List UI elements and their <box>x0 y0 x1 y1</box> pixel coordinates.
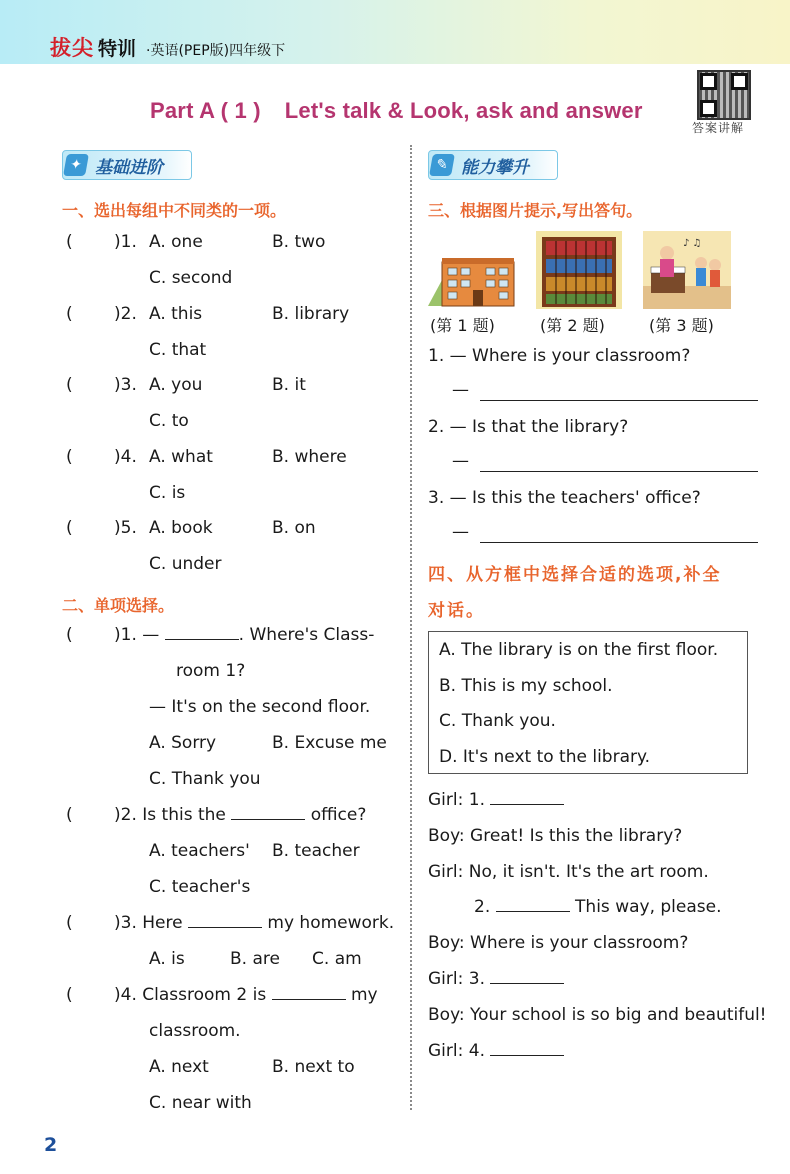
answer-paren[interactable]: ( <box>66 625 73 645</box>
options: B. are <box>230 949 280 969</box>
options: B. next to <box>272 1057 355 1077</box>
options: A. next <box>149 1057 209 1077</box>
option-b: B. where <box>272 447 347 467</box>
blank[interactable] <box>272 985 346 1000</box>
options: A. Sorry <box>149 733 217 753</box>
question-number: )1. <box>114 232 137 252</box>
column-divider <box>410 145 412 1110</box>
question-number: )3. <box>114 375 137 395</box>
svg-text:♪ ♫: ♪ ♫ <box>683 238 702 249</box>
option-a: A. what <box>149 447 213 467</box>
option-c: C. that <box>149 340 207 360</box>
page-title <box>150 98 643 124</box>
part2-title: 二、单项选择。 <box>62 596 175 615</box>
caption-1: (第 1 题) <box>430 316 495 335</box>
option-item: C. Thank you. <box>439 711 556 731</box>
options: A. teachers' <box>149 841 250 861</box>
options: A. is <box>149 949 185 969</box>
part-title-left: Part A ( 1 ) <box>150 98 261 123</box>
dialogue-line: Girl: No, it isn't. It's the art room. <box>428 862 709 882</box>
dialogue-line: Boy: Great! Is this the library? <box>428 826 683 846</box>
caption-2: (第 2 题) <box>540 316 605 335</box>
question-text: )2. Is this the office? <box>114 805 367 825</box>
music-room-picture <box>643 231 731 309</box>
answer-paren[interactable]: ( <box>66 985 73 1005</box>
blank[interactable] <box>496 897 570 912</box>
dialogue-line: Girl: 1. <box>428 790 564 810</box>
blank[interactable] <box>490 969 564 984</box>
page-number: 2 <box>44 1134 58 1156</box>
blank[interactable] <box>231 805 305 820</box>
part3-title: 三、根据图片提示,写出答句。 <box>428 201 643 220</box>
dialogue-line: Boy: Your school is so big and beautiful! <box>428 1005 767 1025</box>
answer-dash: — <box>452 451 469 471</box>
options: B. Excuse me <box>272 733 387 753</box>
qr-caption: 答案讲解 <box>692 121 745 135</box>
answer-dash: — <box>452 522 469 542</box>
question-number: )4. <box>114 447 137 467</box>
question-text: )1. — . Where's Class- <box>114 625 375 645</box>
brand-red: 拔尖 <box>50 36 94 60</box>
caption-3: (第 3 题) <box>649 316 714 335</box>
book-icon: ✎ <box>429 154 455 176</box>
option-a: A. you <box>149 375 203 395</box>
option-b: B. on <box>272 518 316 538</box>
answer-paren[interactable]: ( <box>66 232 73 252</box>
question-number: )2. <box>114 304 137 324</box>
section-badge-label: 能力攀升 <box>461 157 529 178</box>
option-b: B. two <box>272 232 326 252</box>
dialogue-line: Girl: 4. <box>428 1041 564 1061</box>
answer-line[interactable] <box>480 400 758 401</box>
blank[interactable] <box>165 625 239 640</box>
part1-title: 一、选出每组中不同类的一项。 <box>62 201 287 220</box>
part-title-right: Let's talk & Look, ask and answer <box>284 98 643 123</box>
brand <box>50 32 285 62</box>
question-text: )3. Here my homework. <box>114 913 395 933</box>
dialogue-line: Boy: Where is your classroom? <box>428 933 689 953</box>
option-item: A. The library is on the first floor. <box>439 640 719 660</box>
question-text: 2. — Is that the library? <box>428 417 629 437</box>
option-c: C. under <box>149 554 222 574</box>
runner-icon: ✦ <box>63 154 89 176</box>
option-a: A. book <box>149 518 213 538</box>
brand-subtitle: ·英语(PEP版)四年级下 <box>146 43 286 59</box>
options: C. Thank you <box>149 769 261 789</box>
option-c: C. to <box>149 411 189 431</box>
option-a: A. this <box>149 304 203 324</box>
answer-paren[interactable]: ( <box>66 913 73 933</box>
brand-black: 特训 <box>98 38 137 60</box>
section-badge-advanced <box>428 150 558 180</box>
question-text: — It's on the second floor. <box>149 697 371 717</box>
answer-line[interactable] <box>480 542 758 543</box>
answer-paren[interactable]: ( <box>66 518 73 538</box>
answer-dash: — <box>452 380 469 400</box>
qr-code-icon[interactable] <box>697 70 751 120</box>
dialogue-line: 2. This way, please. <box>474 897 722 917</box>
option-a: A. one <box>149 232 203 252</box>
options: C. teacher's <box>149 877 251 897</box>
blank[interactable] <box>188 913 262 928</box>
section-badge-label: 基础进阶 <box>95 157 163 178</box>
blank[interactable] <box>490 790 564 805</box>
options: B. teacher <box>272 841 360 861</box>
answer-paren[interactable]: ( <box>66 304 73 324</box>
bookshelf-picture <box>536 231 622 309</box>
options: C. near with <box>149 1093 252 1113</box>
part4-title: 四、从方框中选择合适的选项,补全 <box>428 565 722 585</box>
option-b: B. library <box>272 304 350 324</box>
answer-paren[interactable]: ( <box>66 447 73 467</box>
option-c: C. second <box>149 268 233 288</box>
section-badge-basic <box>62 150 192 180</box>
dialogue-line: Girl: 3. <box>428 969 564 989</box>
options: C. am <box>312 949 362 969</box>
question-text: 3. — Is this the teachers' office? <box>428 488 701 508</box>
option-item: D. It's next to the library. <box>439 747 651 767</box>
option-c: C. is <box>149 483 186 503</box>
part4-title-cont: 对话。 <box>428 601 485 621</box>
option-b: B. it <box>272 375 306 395</box>
answer-paren[interactable]: ( <box>66 805 73 825</box>
question-number: )5. <box>114 518 137 538</box>
question-text: classroom. <box>149 1021 241 1041</box>
answer-paren[interactable]: ( <box>66 375 73 395</box>
building-picture <box>424 240 516 308</box>
answer-line[interactable] <box>480 471 758 472</box>
question-text: room 1? <box>176 661 246 681</box>
option-item: B. This is my school. <box>439 676 613 696</box>
question-text: )4. Classroom 2 is my <box>114 985 378 1005</box>
blank[interactable] <box>490 1041 564 1056</box>
question-text: 1. — Where is your classroom? <box>428 346 691 366</box>
